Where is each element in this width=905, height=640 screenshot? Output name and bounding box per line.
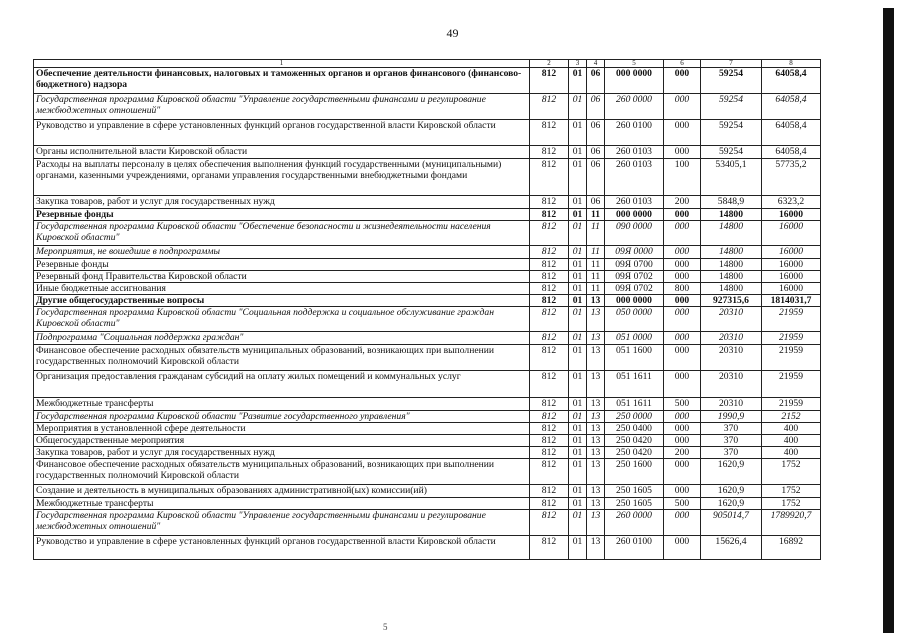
scan-edge-bar: [883, 8, 894, 633]
ministry-code: 812: [530, 283, 569, 295]
amount-year-1: 370: [701, 423, 762, 435]
amount-year-2: 16000: [762, 246, 821, 259]
target-article-code: 051 1600: [605, 345, 664, 371]
amount-year-2: 1752: [762, 485, 821, 498]
expense-type-code: 500: [664, 498, 701, 510]
subsection-code: 06: [587, 68, 605, 94]
row-name: Финансовое обеспечение расходных обязательств муниципальных образований, возникающих при выполнении государственных полномочий Кировской области: [34, 345, 530, 371]
subsection-code: 13: [587, 485, 605, 498]
target-article-code: 000 0000: [605, 68, 664, 94]
table-row: [34, 371, 821, 398]
row-name: Обеспечение деятельности финансовых, налоговых и таможенных органов и органов финансового (финансово-бюджетного) надзора: [34, 68, 530, 94]
target-article-code: 090 0000: [605, 221, 664, 246]
subsection-code: 11: [587, 209, 605, 221]
subsection-code: 06: [587, 196, 605, 209]
expense-type-code: 000: [664, 435, 701, 447]
table-row: [34, 398, 821, 411]
expense-type-code: 200: [664, 447, 701, 459]
column-header: 2: [530, 60, 569, 68]
section-code: 01: [569, 447, 587, 459]
section-code: 01: [569, 398, 587, 411]
row-name: Резервные фонды: [34, 259, 530, 271]
subsection-code: 06: [587, 159, 605, 196]
budget-table: [33, 59, 821, 560]
amount-year-1: 1990,9: [701, 411, 762, 423]
section-code: 01: [569, 371, 587, 398]
section-code: 01: [569, 283, 587, 295]
target-article-code: 250 1605: [605, 485, 664, 498]
target-article-code: 000 0000: [605, 295, 664, 307]
row-name: Расходы на выплаты персоналу в целях обеспечения выполнения функций государственными (муниципальными) органами, казенными учреждениями, органами управления государственными внебюджетными фондами: [34, 159, 530, 196]
amount-year-2: 16000: [762, 209, 821, 221]
row-name: Государственная программа Кировской области "Управление государственными финансами и регулирование межбюджетных отношений": [34, 510, 530, 536]
amount-year-1: 59254: [701, 68, 762, 94]
amount-year-1: 927315,6: [701, 295, 762, 307]
target-article-code: 051 1611: [605, 371, 664, 398]
section-code: 01: [569, 120, 587, 146]
amount-year-1: 14800: [701, 283, 762, 295]
ministry-code: 812: [530, 332, 569, 345]
section-code: 01: [569, 271, 587, 283]
expense-type-code: 000: [664, 246, 701, 259]
ministry-code: 812: [530, 159, 569, 196]
amount-year-1: 15626,4: [701, 536, 762, 560]
amount-year-1: 59254: [701, 146, 762, 159]
section-code: 01: [569, 295, 587, 307]
expense-type-code: 000: [664, 332, 701, 345]
expense-type-code: 000: [664, 94, 701, 120]
table-row: [34, 536, 821, 560]
ministry-code: 812: [530, 498, 569, 510]
target-article-code: 250 0400: [605, 423, 664, 435]
table-row: [34, 459, 821, 485]
amount-year-2: 64058,4: [762, 120, 821, 146]
row-name: Финансовое обеспечение расходных обязательств муниципальных образований, возникающих при выполнении государственных полномочий Кировской области: [34, 459, 530, 485]
section-code: 01: [569, 423, 587, 435]
row-name: Государственная программа Кировской области "Социальная поддержка и социальное обслуживание граждан Кировской области": [34, 307, 530, 332]
row-name: Органы исполнительной власти Кировской области: [34, 146, 530, 159]
page-number: 49: [446, 26, 459, 40]
amount-year-1: 14800: [701, 259, 762, 271]
section-code: 01: [569, 94, 587, 120]
expense-type-code: 000: [664, 371, 701, 398]
target-article-code: 260 0103: [605, 159, 664, 196]
expense-type-code: 000: [664, 221, 701, 246]
section-code: 01: [569, 307, 587, 332]
target-article-code: 260 0100: [605, 536, 664, 560]
amount-year-1: 20310: [701, 332, 762, 345]
subsection-code: 13: [587, 411, 605, 423]
row-name: Общегосударственные мероприятия: [34, 435, 530, 447]
amount-year-2: 64058,4: [762, 68, 821, 94]
expense-type-code: 000: [664, 271, 701, 283]
subsection-code: 13: [587, 423, 605, 435]
expense-type-code: 000: [664, 209, 701, 221]
amount-year-2: 400: [762, 423, 821, 435]
section-code: 01: [569, 485, 587, 498]
row-name: Другие общегосударственные вопросы: [34, 295, 530, 307]
amount-year-2: 16892: [762, 536, 821, 560]
amount-year-2: 21959: [762, 307, 821, 332]
amount-year-1: 20310: [701, 307, 762, 332]
ministry-code: 812: [530, 259, 569, 271]
section-code: 01: [569, 246, 587, 259]
expense-type-code: 000: [664, 307, 701, 332]
table-row: [34, 259, 821, 271]
table-row: [34, 159, 821, 196]
subsection-code: 13: [587, 307, 605, 332]
section-code: 01: [569, 345, 587, 371]
section-code: 01: [569, 221, 587, 246]
column-header: 6: [664, 60, 701, 68]
target-article-code: 050 0000: [605, 307, 664, 332]
amount-year-1: 20310: [701, 398, 762, 411]
row-name: Руководство и управление в сфере установленных функций органов государственной власти Кировской области: [34, 536, 530, 560]
ministry-code: 812: [530, 307, 569, 332]
ministry-code: 812: [530, 94, 569, 120]
expense-type-code: 000: [664, 120, 701, 146]
expense-type-code: 800: [664, 283, 701, 295]
amount-year-1: 905014,7: [701, 510, 762, 536]
table-row: [34, 196, 821, 209]
ministry-code: 812: [530, 435, 569, 447]
amount-year-2: 16000: [762, 259, 821, 271]
expense-type-code: 000: [664, 295, 701, 307]
expense-type-code: 000: [664, 411, 701, 423]
target-article-code: 051 0000: [605, 332, 664, 345]
section-code: 01: [569, 459, 587, 485]
target-article-code: 260 0000: [605, 510, 664, 536]
amount-year-1: 1620,9: [701, 485, 762, 498]
table-row: [34, 120, 821, 146]
table-row: [34, 94, 821, 120]
subsection-code: 11: [587, 271, 605, 283]
amount-year-1: 5848,9: [701, 196, 762, 209]
target-article-code: 09Я 0700: [605, 259, 664, 271]
target-article-code: 260 0100: [605, 120, 664, 146]
expense-type-code: 000: [664, 510, 701, 536]
subsection-code: 13: [587, 398, 605, 411]
section-code: 01: [569, 411, 587, 423]
amount-year-2: 21959: [762, 345, 821, 371]
section-code: 01: [569, 498, 587, 510]
subsection-code: 13: [587, 435, 605, 447]
ministry-code: 812: [530, 295, 569, 307]
ministry-code: 812: [530, 423, 569, 435]
target-article-code: 000 0000: [605, 209, 664, 221]
amount-year-2: 400: [762, 447, 821, 459]
amount-year-1: 59254: [701, 94, 762, 120]
amount-year-1: 1620,9: [701, 459, 762, 485]
amount-year-2: 6323,2: [762, 196, 821, 209]
ministry-code: 812: [530, 536, 569, 560]
subsection-code: 13: [587, 332, 605, 345]
target-article-code: 09Я 0702: [605, 283, 664, 295]
amount-year-2: 64058,4: [762, 146, 821, 159]
amount-year-2: 1789920,7: [762, 510, 821, 536]
column-header: 3: [569, 60, 587, 68]
column-header: 5: [605, 60, 664, 68]
table-row: [34, 221, 821, 246]
expense-type-code: 000: [664, 536, 701, 560]
subsection-code: 13: [587, 498, 605, 510]
amount-year-2: 21959: [762, 398, 821, 411]
target-article-code: 260 0103: [605, 196, 664, 209]
table-body: [34, 68, 821, 560]
row-name: Закупка товаров, работ и услуг для государственных нужд: [34, 196, 530, 209]
section-code: 01: [569, 510, 587, 536]
amount-year-2: 1752: [762, 498, 821, 510]
table-row: [34, 332, 821, 345]
amount-year-1: 14800: [701, 246, 762, 259]
column-header: 1: [34, 60, 530, 68]
subsection-code: 06: [587, 120, 605, 146]
amount-year-2: 1814031,7: [762, 295, 821, 307]
table-row: [34, 146, 821, 159]
target-article-code: 09Я 0702: [605, 271, 664, 283]
target-article-code: 09Я 0000: [605, 246, 664, 259]
section-code: 01: [569, 332, 587, 345]
bottom-mark: 5: [383, 622, 388, 632]
section-code: 01: [569, 196, 587, 209]
amount-year-2: 21959: [762, 371, 821, 398]
amount-year-1: 14800: [701, 221, 762, 246]
expense-type-code: 000: [664, 459, 701, 485]
table-row: [34, 498, 821, 510]
ministry-code: 812: [530, 485, 569, 498]
amount-year-1: 59254: [701, 120, 762, 146]
section-code: 01: [569, 68, 587, 94]
section-code: 01: [569, 259, 587, 271]
row-name: Организация предоставления гражданам субсидий на оплату жилых помещений и коммунальных услуг: [34, 371, 530, 398]
table-row: [34, 209, 821, 221]
row-name: Закупка товаров, работ и услуг для государственных нужд: [34, 447, 530, 459]
table-row: [34, 485, 821, 498]
expense-type-code: 000: [664, 423, 701, 435]
column-header: 4: [587, 60, 605, 68]
amount-year-1: 53405,1: [701, 159, 762, 196]
table-row: [34, 68, 821, 94]
target-article-code: 051 1611: [605, 398, 664, 411]
table-row: [34, 271, 821, 283]
expense-type-code: 000: [664, 345, 701, 371]
table-row: [34, 345, 821, 371]
row-name: Государственная программа Кировской области "Развитие государственного управления": [34, 411, 530, 423]
amount-year-1: 1620,9: [701, 498, 762, 510]
target-article-code: 250 1605: [605, 498, 664, 510]
ministry-code: 812: [530, 209, 569, 221]
header-row: [34, 60, 821, 68]
section-code: 01: [569, 159, 587, 196]
target-article-code: 250 0420: [605, 447, 664, 459]
amount-year-1: 370: [701, 447, 762, 459]
ministry-code: 812: [530, 510, 569, 536]
expense-type-code: 200: [664, 196, 701, 209]
table-row: [34, 307, 821, 332]
ministry-code: 812: [530, 246, 569, 259]
subsection-code: 11: [587, 283, 605, 295]
amount-year-1: 20310: [701, 345, 762, 371]
amount-year-2: 400: [762, 435, 821, 447]
subsection-code: 11: [587, 221, 605, 246]
subsection-code: 13: [587, 459, 605, 485]
target-article-code: 250 1600: [605, 459, 664, 485]
ministry-code: 812: [530, 398, 569, 411]
ministry-code: 812: [530, 271, 569, 283]
section-code: 01: [569, 209, 587, 221]
target-article-code: 260 0103: [605, 146, 664, 159]
subsection-code: 13: [587, 447, 605, 459]
subsection-code: 13: [587, 510, 605, 536]
table-row: [34, 411, 821, 423]
amount-year-2: 16000: [762, 221, 821, 246]
expense-type-code: 000: [664, 68, 701, 94]
section-code: 01: [569, 536, 587, 560]
target-article-code: 250 0000: [605, 411, 664, 423]
amount-year-2: 16000: [762, 271, 821, 283]
row-name: Руководство и управление в сфере установленных функций органов государственной власти Кировской области: [34, 120, 530, 146]
row-name: Создание и деятельность в муниципальных образованиях административной(ых) комиссии(ий): [34, 485, 530, 498]
expense-type-code: 000: [664, 259, 701, 271]
table-row: [34, 283, 821, 295]
expense-type-code: 100: [664, 159, 701, 196]
row-name: Межбюджетные трансферты: [34, 498, 530, 510]
row-name: Межбюджетные трансферты: [34, 398, 530, 411]
table-row: [34, 435, 821, 447]
subsection-code: 13: [587, 295, 605, 307]
subsection-code: 11: [587, 246, 605, 259]
ministry-code: 812: [530, 146, 569, 159]
amount-year-2: 16000: [762, 283, 821, 295]
ministry-code: 812: [530, 68, 569, 94]
row-name: Государственная программа Кировской области "Обеспечение безопасности и жизнедеятельности населения Кировской области": [34, 221, 530, 246]
row-name: Резервные фонды: [34, 209, 530, 221]
amount-year-1: 370: [701, 435, 762, 447]
amount-year-1: 14800: [701, 209, 762, 221]
row-name: Подпрограмма "Социальная поддержка граждан": [34, 332, 530, 345]
amount-year-2: 1752: [762, 459, 821, 485]
amount-year-2: 64058,4: [762, 94, 821, 120]
subsection-code: 06: [587, 94, 605, 120]
section-code: 01: [569, 146, 587, 159]
ministry-code: 812: [530, 345, 569, 371]
column-header: 8: [762, 60, 821, 68]
row-name: Резервный фонд Правительства Кировской области: [34, 271, 530, 283]
table-row: [34, 246, 821, 259]
target-article-code: 260 0000: [605, 94, 664, 120]
expense-type-code: 500: [664, 398, 701, 411]
ministry-code: 812: [530, 411, 569, 423]
expense-type-code: 000: [664, 146, 701, 159]
table-row: [34, 447, 821, 459]
row-name: Мероприятия в установленной сфере деятельности: [34, 423, 530, 435]
column-header: 7: [701, 60, 762, 68]
amount-year-2: 2152: [762, 411, 821, 423]
ministry-code: 812: [530, 447, 569, 459]
subsection-code: 13: [587, 536, 605, 560]
subsection-code: 13: [587, 371, 605, 398]
ministry-code: 812: [530, 120, 569, 146]
amount-year-1: 14800: [701, 271, 762, 283]
ministry-code: 812: [530, 459, 569, 485]
subsection-code: 06: [587, 146, 605, 159]
table-row: [34, 510, 821, 536]
section-code: 01: [569, 435, 587, 447]
table-row: [34, 295, 821, 307]
amount-year-2: 21959: [762, 332, 821, 345]
ministry-code: 812: [530, 221, 569, 246]
row-name: Государственная программа Кировской области "Управление государственными финансами и регулирование межбюджетных отношений": [34, 94, 530, 120]
target-article-code: 250 0420: [605, 435, 664, 447]
table-row: [34, 423, 821, 435]
subsection-code: 11: [587, 259, 605, 271]
row-name: Иные бюджетные ассигнования: [34, 283, 530, 295]
expense-type-code: 000: [664, 485, 701, 498]
ministry-code: 812: [530, 196, 569, 209]
row-name: Мероприятия, не вошедшие в подпрограммы: [34, 246, 530, 259]
amount-year-1: 20310: [701, 371, 762, 398]
subsection-code: 13: [587, 345, 605, 371]
ministry-code: 812: [530, 371, 569, 398]
amount-year-2: 57735,2: [762, 159, 821, 196]
